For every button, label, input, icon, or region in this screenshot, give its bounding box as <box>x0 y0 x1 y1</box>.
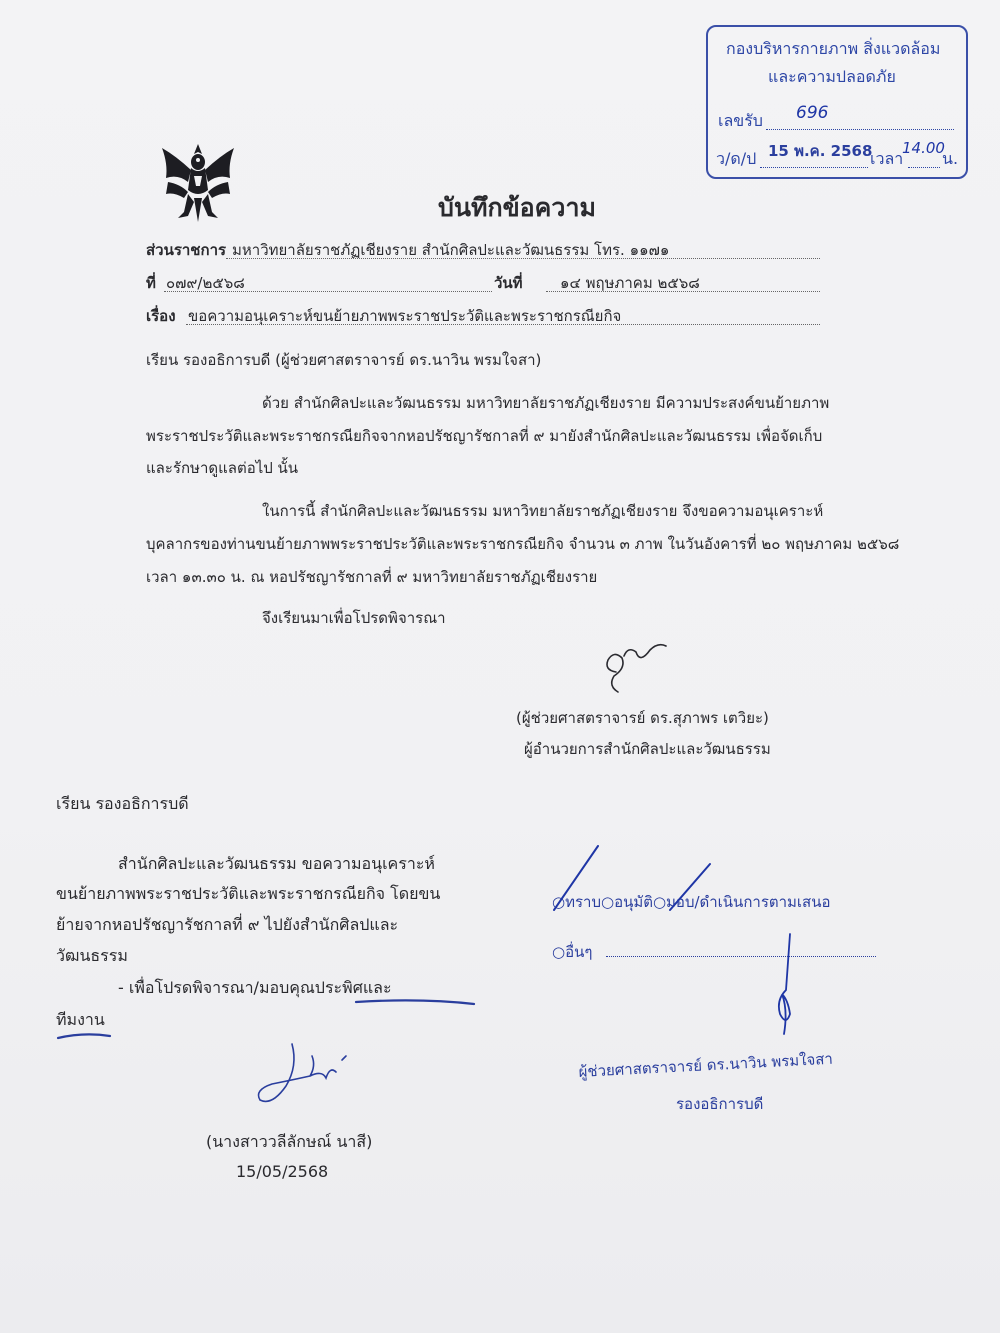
decision-other-label: ○อื่นๆ <box>552 943 593 961</box>
p2-line2: บุคลากรของท่านขนย้ายภาพพระราชประวัติและพระราชกรณียกิจ จำนวน ๓ ภาพ ในวันอังคารที่ ๒๐ พฤษภาคม ๒๕๖๘ <box>146 535 900 553</box>
garuda-emblem <box>158 138 238 226</box>
stamp-time-value: 14.00 <box>902 139 945 157</box>
ref-line <box>164 271 492 292</box>
note-left-line3: ย้ายจากหอปรัชญารัชกาลที่ ๙ ไปยังสำนักศิลปและ <box>56 915 399 934</box>
stamp-line2: และความปลอดภัย <box>768 67 896 86</box>
p1-line3: และรักษาดูแลต่อไป นั้น <box>146 459 299 477</box>
stamp-time-dots <box>902 139 945 168</box>
subject-line <box>186 304 820 325</box>
stamp-time-suffix: น. <box>942 149 959 168</box>
receipt-stamp <box>706 25 968 179</box>
stamp-receive-label: เลขรับ <box>718 111 763 130</box>
p1-line1: ด้วย สำนักศิลปะและวัฒนธรรม มหาวิทยาลัยราชภัฏเชียงราย มีความประสงค์ขนย้ายภาพ <box>262 394 830 412</box>
note-left-line6: ทีมงาน <box>56 1010 105 1029</box>
agency-value: มหาวิทยาลัยราชภัฏเชียงราย สำนักศิลปะและวัฒนธรรม โทร. ๑๑๗๑ <box>232 241 670 259</box>
memo-to: เรียน รองอธิการบดี (ผู้ช่วยศาสตราจารย์ ดร.นาวิน พรมใจสา) <box>146 351 542 369</box>
stamp-receive-dots <box>766 103 954 130</box>
vp-name: ผู้ช่วยศาสตราจารย์ ดร.นาวิน พรมใจสา <box>578 1049 834 1081</box>
decision-checkmarks <box>540 838 740 928</box>
subject-value: ขอความอนุเคราะห์ขนย้ายภาพพระราชประวัติและพระราชกรณียกิจ <box>188 307 622 325</box>
stamp-date-label: ว/ด/ป <box>716 149 757 168</box>
p2-line1: ในการนี้ สำนักศิลปะและวัฒนธรรม มหาวิทยาลัยราชภัฏเชียงราย จึงขอความอนุเคราะห์ <box>262 502 824 520</box>
ref-value: ๐๗๙/๒๕๖๘ <box>166 274 245 292</box>
vp-title: รองอธิการบดี <box>676 1095 764 1113</box>
note-left-line1: สำนักศิลปะและวัฒนธรรม ขอความอนุเคราะห์ <box>118 854 435 873</box>
stamp-date-value: 15 พ.ค. 2568 <box>768 142 873 160</box>
staff-name: (นางสาววลีลักษณ์ นาสี) <box>206 1132 373 1151</box>
staff-date: 15/05/2568 <box>236 1162 329 1181</box>
ref-label: ที่ <box>146 274 156 292</box>
closing: จึงเรียนมาเพื่อโปรดพิจารณา <box>262 609 446 627</box>
note-left-line4: วัฒนธรรม <box>56 946 128 965</box>
director-signature <box>596 642 676 702</box>
staff-signature <box>252 1036 352 1116</box>
director-title: ผู้อำนวยการสำนักศิลปะและวัฒนธรรม <box>524 740 771 758</box>
memo-title: บันทึกข้อความ <box>438 193 596 222</box>
stamp-date-dots <box>760 142 873 168</box>
stamp-receive-number: 696 <box>796 103 829 123</box>
date-line <box>546 271 820 292</box>
agency-label: ส่วนราชการ <box>146 241 227 259</box>
note-left-line5: - เพื่อโปรดพิจารณา/มอบคุณประพิศและ <box>118 978 392 997</box>
p1-line2: พระราชประวัติและพระราชกรณียกิจจากหอปรัชญารัชกาลที่ ๙ มายังสำนักศิลปะและวัฒนธรรม เพื่อจัดเก็บ <box>146 427 823 445</box>
decision-options: ○ทราบ○อนุมัติ○มอบ/ดำเนินการตามเสนอ <box>552 893 831 911</box>
vp-signature <box>758 930 818 1040</box>
date-label: วันที่ <box>494 274 523 292</box>
note-left-to: เรียน รองอธิการบดี <box>56 794 189 813</box>
stamp-line1: กองบริหารกายภาพ สิ่งแวดล้อม <box>726 39 941 58</box>
decision-other-dots <box>606 942 876 957</box>
date-value: ๑๔ พฤษภาคม ๒๕๖๘ <box>560 274 700 292</box>
director-name: (ผู้ช่วยศาสตราจารย์ ดร.สุภาพร เตวิยะ) <box>516 709 769 727</box>
subject-label: เรื่อง <box>146 307 176 325</box>
agency-line <box>226 238 820 259</box>
note-left-line2: ขนย้ายภาพพระราชประวัติและพระราชกรณียกิจ โดยขน <box>56 884 441 903</box>
p2-line3: เวลา ๑๓.๓๐ น. ณ หอปรัชญารัชกาลที่ ๙ มหาวิทยาลัยราชภัฏเชียงราย <box>146 568 598 586</box>
stamp-time-label: เวลา <box>870 149 904 168</box>
